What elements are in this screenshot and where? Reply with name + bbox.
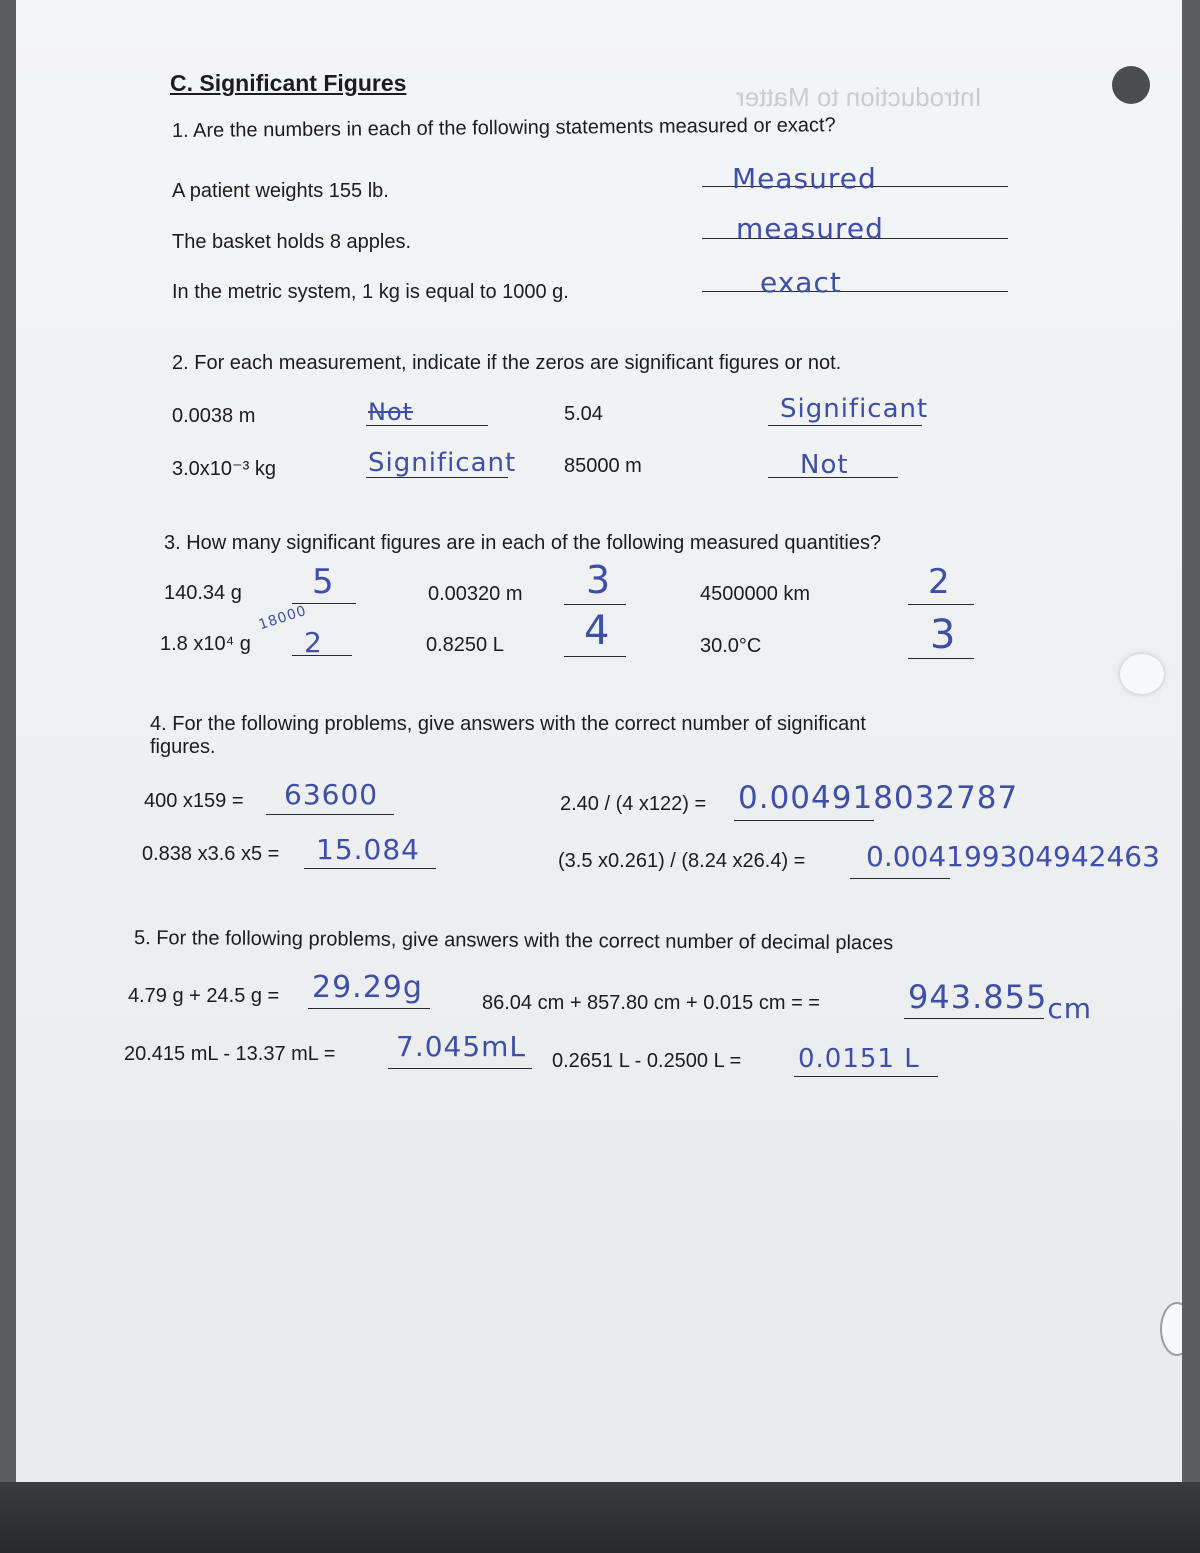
q5-answer-2-unit: cm bbox=[1047, 992, 1092, 1025]
q5-answer-4: 0.0151 L bbox=[798, 1044, 920, 1074]
q3-answer-1: 5 bbox=[312, 562, 335, 602]
q4-answer-1: 63600 bbox=[284, 778, 379, 811]
q1-answer-2: measured bbox=[736, 212, 884, 245]
q4-answer-4: 0.004199304942463 bbox=[866, 840, 1160, 873]
section-title: C. Significant Figures bbox=[170, 70, 407, 96]
q5-answer-line-2 bbox=[904, 1018, 1044, 1019]
q3-answer-4: 2 bbox=[304, 626, 323, 659]
q5-answer-1: 29.29g bbox=[312, 970, 423, 1005]
punch-hole-middle bbox=[1120, 654, 1164, 694]
q1-statement-1: A patient weights 155 lb. bbox=[172, 180, 389, 202]
q3-quantity-3: 4500000 km bbox=[700, 583, 811, 605]
q5-answer-line-4 bbox=[794, 1076, 938, 1077]
q5-expression-1: 4.79 g + 24.5 g = bbox=[128, 985, 280, 1007]
q1-answer-3: exact bbox=[760, 266, 842, 299]
q2-measurement-2: 5.04 bbox=[564, 403, 603, 425]
q2-answer-3: Significant bbox=[368, 448, 517, 478]
q2-measurement-1: 0.0038 m bbox=[172, 405, 256, 427]
q4-answer-line-1 bbox=[266, 814, 394, 815]
q5-answer-line-1 bbox=[308, 1008, 430, 1009]
q3-answer-line-3 bbox=[908, 604, 974, 605]
q3-answer-line-6 bbox=[908, 658, 974, 659]
q5-answer-2-value: 943.855 bbox=[908, 978, 1048, 1016]
q4-prompt-line-2: figures. bbox=[150, 736, 216, 758]
q4-expression-2: 2.40 / (4 x122) = bbox=[560, 793, 707, 815]
q3-answer-line-5 bbox=[564, 656, 626, 657]
q3-quantity-5: 0.8250 L bbox=[426, 634, 504, 656]
q5-answer-2 bbox=[908, 978, 1092, 1025]
q1-answer-line-3 bbox=[702, 291, 1008, 292]
q4-answer-3: 15.084 bbox=[316, 833, 420, 866]
q2-answer-line-2 bbox=[768, 425, 922, 426]
q3-quantity-4-text: 1.8 x10⁴ g bbox=[160, 633, 251, 655]
q5-expression-4: 0.2651 L - 0.2500 L = bbox=[552, 1050, 742, 1072]
q3-answer-2: 3 bbox=[586, 558, 612, 602]
q1-statement-3: In the metric system, 1 kg is equal to 1000 g. bbox=[172, 281, 569, 303]
worksheet-page bbox=[16, 0, 1182, 1482]
q5-expression-3: 20.415 mL - 13.37 mL = bbox=[124, 1043, 336, 1065]
q1-answer-1: Measured bbox=[732, 162, 877, 195]
q3-quantity-1: 140.34 g bbox=[164, 582, 242, 604]
q5-expression-2: 86.04 cm + 857.80 cm + 0.015 cm = = bbox=[482, 992, 820, 1014]
q3-answer-line-2 bbox=[564, 604, 626, 605]
q5-answer-3: 7.045mL bbox=[396, 1030, 527, 1063]
punch-hole-bottom bbox=[1160, 1302, 1182, 1356]
q1-prompt: 1. Are the numbers in each of the following statements measured or exact? bbox=[171, 114, 836, 142]
background-surface bbox=[0, 1482, 1200, 1553]
punch-hole-top bbox=[1112, 66, 1150, 104]
q5-prompt: 5. For the following problems, give answers with the correct number of decimal places bbox=[133, 927, 894, 955]
q3-answer-5: 4 bbox=[584, 608, 611, 654]
q2-prompt: 2. For each measurement, indicate if the zeros are significant figures or not. bbox=[172, 352, 842, 374]
q2-measurement-4: 85000 m bbox=[564, 455, 642, 477]
q4-answer-line-3 bbox=[304, 868, 436, 869]
q2-answer-4: Not bbox=[800, 450, 849, 480]
q3-prompt: 3. How many significant figures are in each of the following measured quantities? bbox=[164, 532, 882, 554]
bleed-through-text: Introduction to Matter bbox=[736, 82, 982, 112]
q4-prompt-line-1: 4. For the following problems, give answers with the correct number of significant bbox=[150, 713, 866, 735]
q3-answer-6: 3 bbox=[930, 612, 957, 658]
q3-note-4: 18000 bbox=[256, 602, 309, 634]
q4-answer-2: 0.004918032787 bbox=[738, 780, 1019, 816]
q4-answer-line-2 bbox=[734, 820, 874, 821]
q2-measurement-3 bbox=[172, 456, 276, 481]
q5-answer-line-3 bbox=[388, 1068, 532, 1069]
q4-expression-1: 400 x159 = bbox=[144, 790, 244, 812]
q4-expression-3: 0.838 x3.6 x5 = bbox=[142, 843, 280, 865]
q2-answer-1: Not bbox=[368, 398, 414, 426]
q4-answer-line-4 bbox=[850, 878, 950, 879]
q2-measurement-3-text: 3.0x10⁻³ kg bbox=[172, 458, 276, 480]
q4-expression-4: (3.5 x0.261) / (8.24 x26.4) = bbox=[558, 850, 806, 872]
q3-answer-3: 2 bbox=[928, 562, 951, 602]
q3-quantity-2: 0.00320 m bbox=[428, 583, 523, 605]
q3-quantity-6: 30.0°C bbox=[700, 635, 762, 657]
q2-answer-2: Significant bbox=[780, 394, 929, 424]
q1-statement-2: The basket holds 8 apples. bbox=[172, 231, 412, 253]
q3-quantity-4 bbox=[160, 633, 251, 656]
